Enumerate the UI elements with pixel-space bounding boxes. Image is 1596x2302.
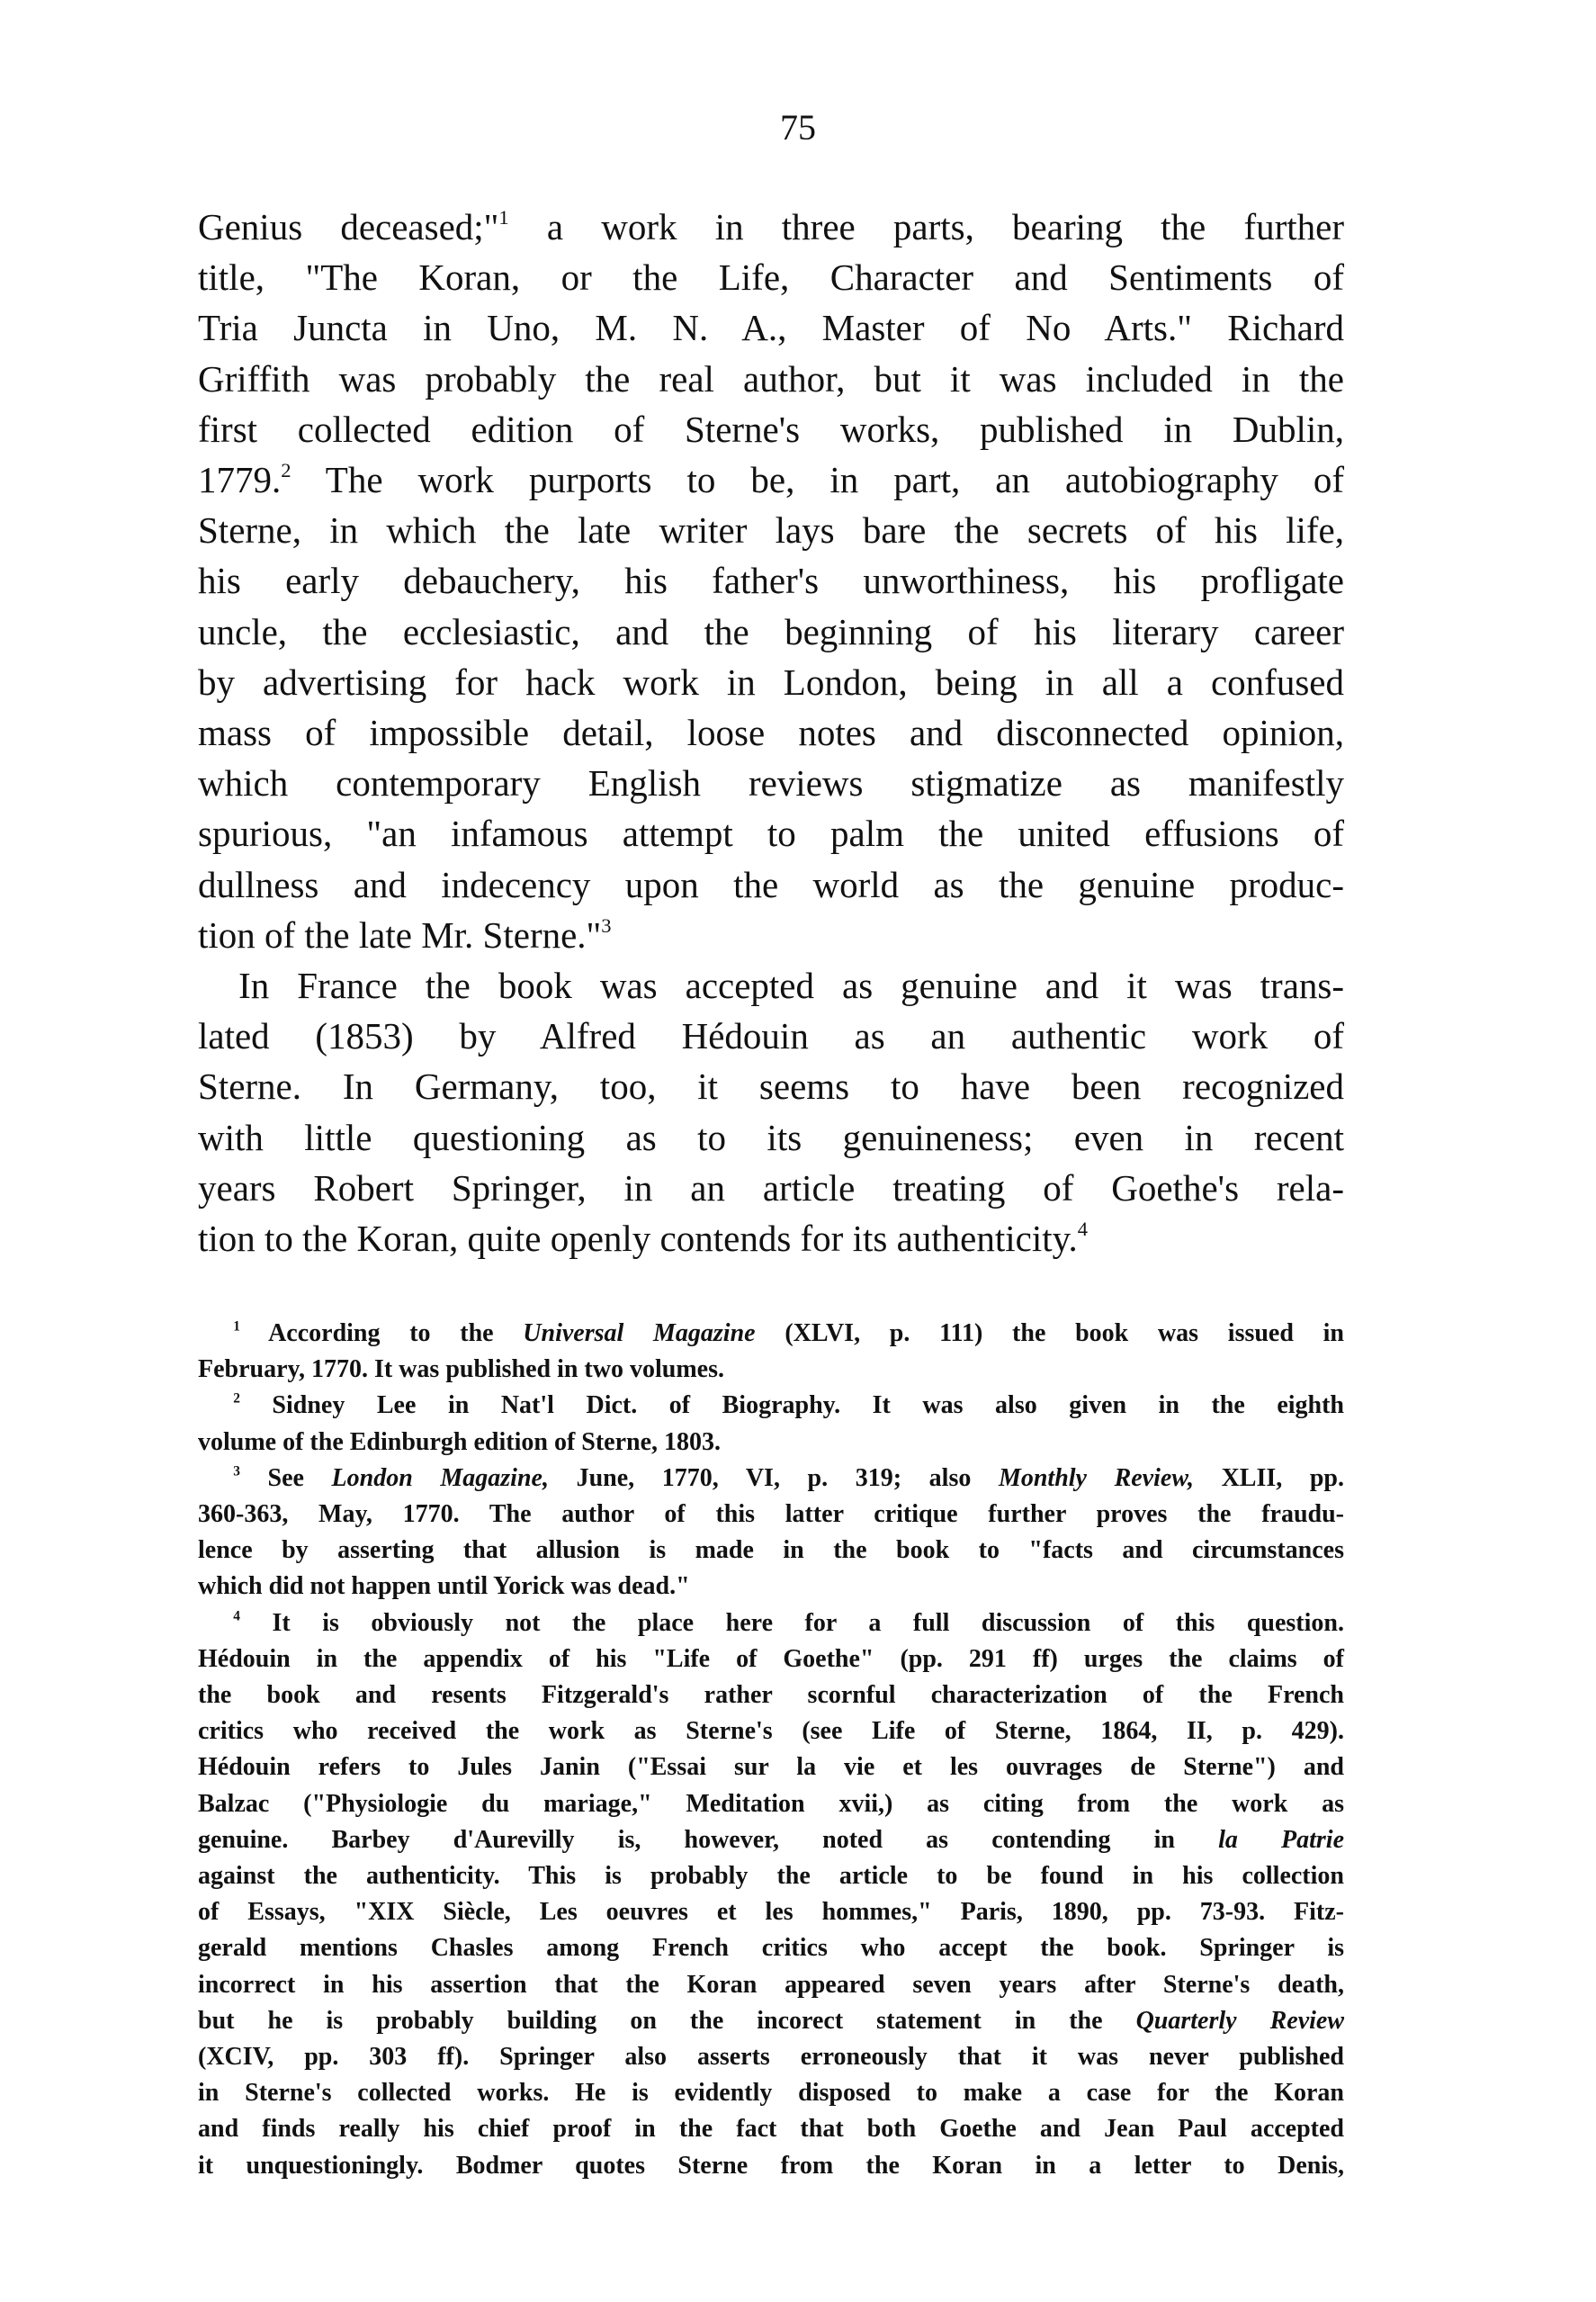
text-run: In France the book was accepted as genuine and it was trans- (238, 965, 1344, 1007)
footnote-marker: 2 (233, 1390, 240, 1407)
text-run: (XCIV, pp. 303 ff). Springer also asserts erroneously that it was never published (198, 2043, 1344, 2072)
body-text-line (198, 657, 1344, 707)
body-text-line (198, 808, 1344, 859)
footnote-line (198, 1425, 1344, 1461)
text-run: Sidney Lee in Nat'l Dict. of Biography. It was also given in the eighth (239, 1391, 1344, 1420)
footnote-line (198, 2039, 1344, 2075)
text-run: a work in three parts, bearing the further (508, 206, 1344, 247)
footnote-line (198, 1461, 1344, 1497)
footnote-marker: 3 (601, 913, 612, 937)
footnote-line (198, 1749, 1344, 1785)
text-run: genuine. Barbey d'Aurevilly is, however, noted as contending in (198, 1825, 1219, 1854)
italic-title: la Patrie (1218, 1825, 1344, 1854)
footnote-marker: 3 (233, 1463, 240, 1479)
text-run: 360-363, May, 1770. The author of this latter critique further proves the fraudu- (198, 1500, 1344, 1529)
text-run: February, 1770. It was published in two volumes. (198, 1355, 724, 1384)
footnote-marker: 2 (281, 459, 291, 482)
body-text-line (198, 454, 1344, 505)
text-run: Sterne, in which the late writer lays bare the secrets of his life, (198, 509, 1344, 552)
footnote-line (198, 1894, 1344, 1930)
text-run: it unquestioningly. Bodmer quotes Sterne from the Koran in a letter to Denis, (198, 2151, 1344, 2180)
body-text-line (198, 555, 1344, 606)
text-run: years Robert Springer, in an article treating of Goethe's rela- (198, 1166, 1344, 1209)
text-run: uncle, the ecclesiastic, and the beginning of his literary career (198, 610, 1344, 652)
text-run: dullness and indecency upon the world as the genuine produc- (198, 863, 1344, 905)
text-run: of Essays, "XIX Siècle, Les oeuvres et les hommes," Paris, 1890, pp. 73-93. Fitz- (198, 1898, 1344, 1927)
text-run: the book and resents Fitzgerald's rather scornful characterization of the French (198, 1681, 1344, 1710)
text-run: Tria Juncta in Uno, M. N. A., Master of No Arts." Richard (198, 307, 1344, 349)
footnote-line (198, 1786, 1344, 1822)
footnote-line (198, 1641, 1344, 1677)
body-text-line (198, 505, 1344, 555)
text-run: (XLVI, p. 111) the book was issued in (755, 1319, 1344, 1347)
body-text-line (198, 758, 1344, 808)
footnote-marker: 1 (233, 1318, 240, 1335)
footnote-line (198, 1713, 1344, 1749)
text-run: It is obviously not the place here for a full discussion of this question. (239, 1608, 1344, 1637)
text-run: Sterne. In Germany, too, it seems to have been recognized (198, 1066, 1344, 1108)
text-run: lence by asserting that allusion is made in the book to "facts and circumstances (198, 1536, 1344, 1565)
text-run: See (239, 1463, 332, 1492)
italic-title: Quarterly Review (1135, 2006, 1345, 2035)
body-text-line (198, 202, 1344, 252)
footnote-line (198, 2148, 1344, 2184)
text-run: which did not happen until Yorick was dead." (198, 1572, 690, 1601)
body-text-line (198, 1213, 1344, 1263)
body-text-line (198, 404, 1344, 454)
body-text-line (198, 859, 1344, 910)
body-text-line (198, 354, 1344, 404)
footnote-marker: 4 (1077, 1218, 1088, 1241)
footnote-line (198, 1533, 1344, 1569)
italic-title: Universal Magazine (523, 1319, 756, 1347)
body-text-line (198, 1061, 1344, 1111)
text-run: The work purports to be, in part, an autobiography of (291, 459, 1344, 501)
text-run: Hédouin in the appendix of his "Life of Goethe" (pp. 291 ff) urges the claims of (198, 1644, 1344, 1673)
text-run: but he is probably building on the incorect statement in the (198, 2006, 1136, 2035)
text-run: tion to the Koran, quite openly contends for its authenticity. (198, 1218, 1078, 1260)
footnote-line (198, 1388, 1344, 1424)
text-run: Balzac ("Physiologie du mariage," Meditation xvii,) as citing from the work as (198, 1789, 1344, 1818)
footnote-line (198, 1822, 1344, 1858)
body-text-line (198, 607, 1344, 657)
page-number: 75 (780, 107, 816, 148)
body-text-line (198, 707, 1344, 758)
text-run: and finds really his chief proof in the fact that both Goethe and Jean Paul accepted (198, 2115, 1344, 2144)
text-run: title, "The Koran, or the Life, Character and Sentiments of (198, 256, 1344, 299)
text-run: Hédouin refers to Jules Janin ("Essai sur la vie et les ouvrages de Sterne") and (198, 1753, 1344, 1782)
footnote-marker: 1 (498, 206, 509, 229)
text-run: spurious, "an infamous attempt to palm the united effusions of (198, 813, 1344, 855)
text-run: critics who received the work as Sterne's (see Life of Sterne, 1864, II, p. 429). (198, 1717, 1344, 1746)
footnote-line (198, 1352, 1344, 1388)
body-text (198, 202, 1344, 1263)
text-run: According to the (239, 1319, 524, 1347)
text-run: June, 1770, VI, p. 319; also (548, 1463, 999, 1492)
body-text-line (198, 1112, 1344, 1163)
body-text-line (198, 960, 1344, 1011)
body-text-line (198, 910, 1344, 960)
italic-title: Monthly Review, (998, 1463, 1194, 1492)
text-run: incorrect in his assertion that the Koran appeared seven years after Sterne's death, (198, 1970, 1344, 1999)
body-text-line (198, 302, 1344, 353)
footnote-line (198, 2111, 1344, 2147)
footnote-line (198, 1858, 1344, 1894)
text-run: mass of impossible detail, loose notes and disconnected opinion, (198, 712, 1344, 754)
text-run: Genius deceased;" (198, 206, 499, 247)
body-text-line (198, 252, 1344, 302)
footnote-line (198, 1677, 1344, 1713)
text-run: XLII, pp. (1193, 1463, 1345, 1492)
footnote-line (198, 1930, 1344, 1966)
footnotes (198, 1316, 1344, 2184)
italic-title: London Magazine, (331, 1463, 549, 1492)
text-run: with little questioning as to its genuineness; even in recent (198, 1116, 1344, 1158)
text-run: Griffith was probably the real author, but it was included in the (198, 357, 1344, 400)
text-run: gerald mentions Chasles among French critics who accept the book. Springer is (198, 1934, 1344, 1963)
text-run: 1779. (198, 459, 282, 501)
text-run: in Sterne's collected works. He is evidently disposed to make a case for the Koran (198, 2079, 1344, 2108)
footnote-line (198, 1967, 1344, 2003)
text-run: his early debauchery, his father's unworthiness, his profligate (198, 560, 1344, 602)
text-run: tion of the late Mr. Sterne." (198, 913, 602, 956)
footnote-line (198, 1316, 1344, 1352)
footnote-line (198, 2003, 1344, 2039)
footnote-marker: 4 (233, 1608, 240, 1624)
footnote-line (198, 1569, 1344, 1605)
text-run: against the authenticity. This is probably the article to be found in his collection (198, 1862, 1344, 1891)
text-run: volume of the Edinburgh edition of Sterne, 1803. (198, 1427, 722, 1456)
footnote-line (198, 1497, 1344, 1533)
text-run: by advertising for hack work in London, being in all a confused (198, 661, 1344, 703)
text-run: lated (1853) by Alfred Hédouin as an authentic work of (198, 1015, 1344, 1057)
body-text-line (198, 1011, 1344, 1061)
text-run: first collected edition of Sterne's works, published in Dublin, (198, 408, 1344, 450)
footnote-line (198, 2075, 1344, 2111)
text-run: which contemporary English reviews stigmatize as manifestly (198, 762, 1344, 805)
body-text-line (198, 1163, 1344, 1213)
footnote-line (198, 1605, 1344, 1641)
